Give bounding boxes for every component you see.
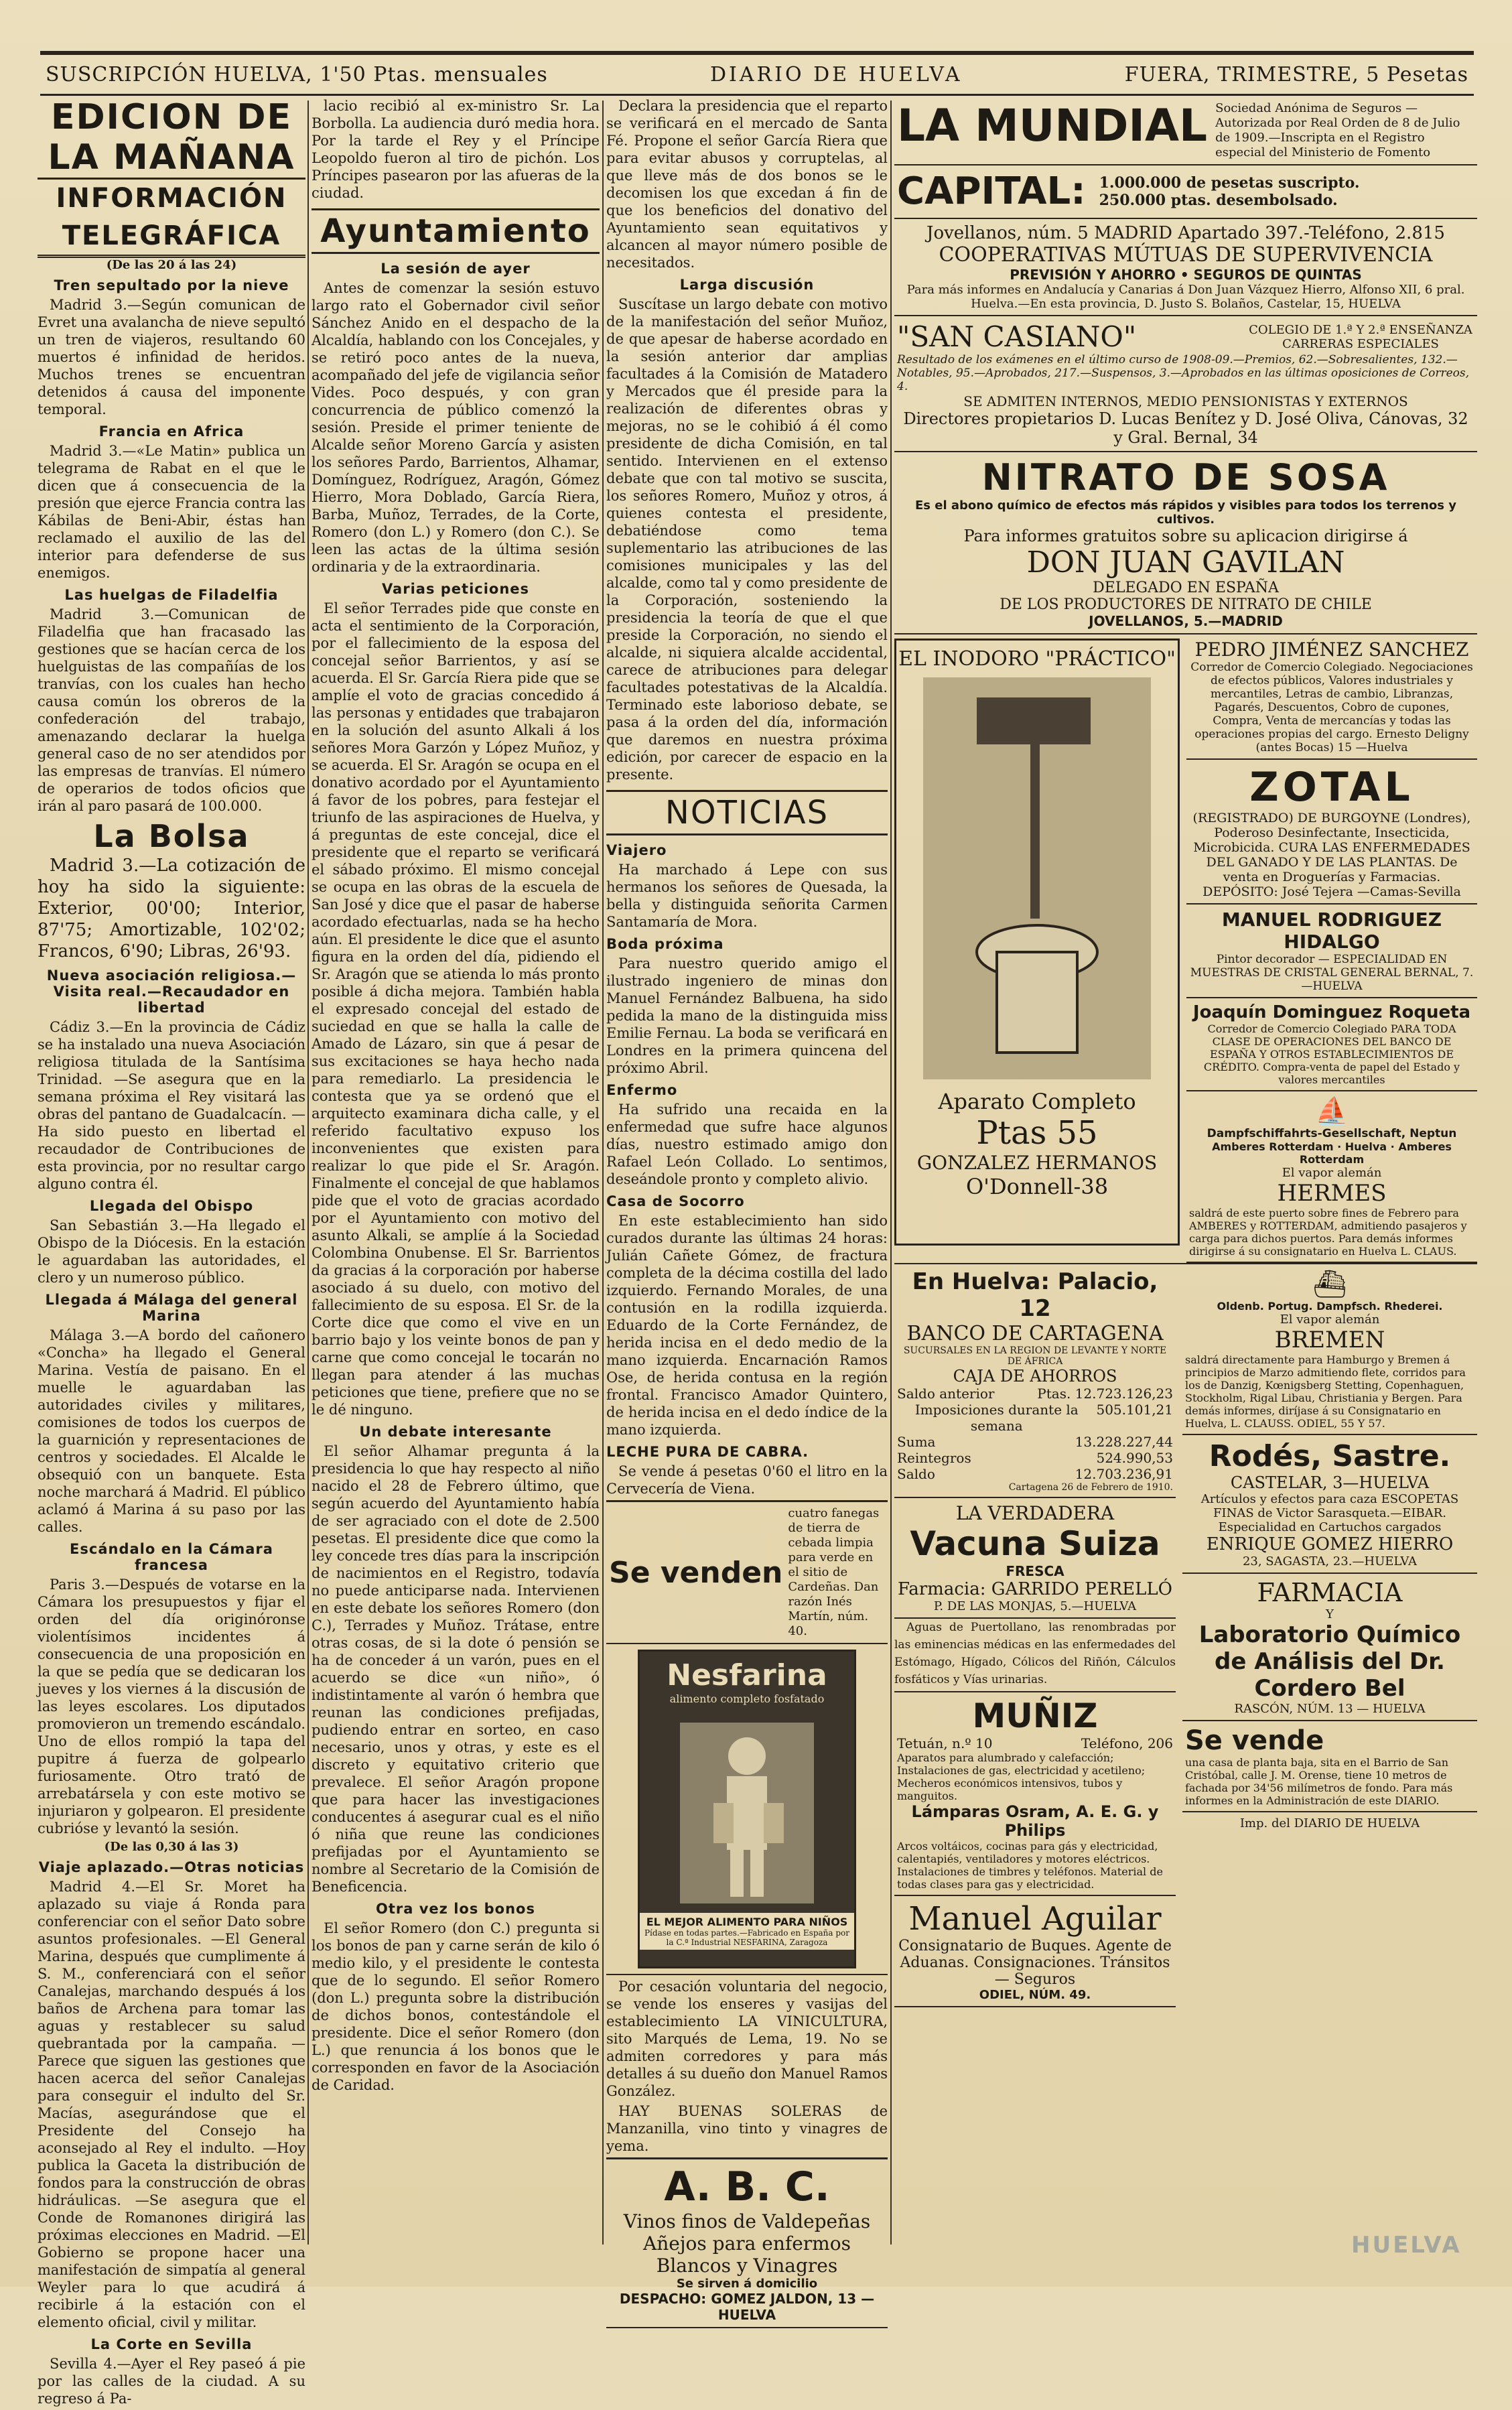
ad-line: DE LOS PRODUCTORES DE NITRATO DE CHILE [1000, 596, 1372, 613]
balance-row: Suma 13.228.227,44 [897, 1434, 1173, 1450]
article-body: Cádiz 3.—En la provincia de Cádiz se ha instalado una nueva Asociación religiosa titulada de la Santísima Trinidad. —Se asegura que en la semana próxima el Rey visitará las obras del pantano de Guadalcacín. —Ha sido puesto en libertad el recaudador de Contribuciones de esta provincia, por no resultar cargo alguno contra él. [38, 1019, 305, 1192]
ad-subtitle: alimento completo fosfatado [669, 1692, 825, 1705]
article-heading: La Corte en Sevilla [90, 2336, 253, 2352]
ad-line: GONZALEZ HERMANOS [916, 1152, 1158, 1174]
ad-hermes [1186, 1091, 1477, 1263]
ad-line: FRESCA [1006, 1563, 1064, 1579]
printer-credit: Imp. del DIARIO DE HUELVA [1239, 1816, 1420, 1830]
column-4-advertisements [894, 97, 1477, 2275]
article-body: Para nuestro querido amigo el ilustrado ingeniero de minas don Manuel Fernández Balbuena, ha sido pedida la mano de la distinguida miss Emilie Fernau. La boda se verificará en Londres en la primera quincena del próximo Abril. [606, 955, 888, 1076]
ad-name: ENRIQUE GOMEZ HIERRO [1206, 1534, 1454, 1554]
ad-row-lower [894, 1264, 1477, 2007]
ad-text: Corredor de Comercio Colegiado. Negociaciones de efectos públicos, Valores industriales y mercantiles, Letras de cambio, Libranzas, Pagarés, Descuentos, Cobro de cupones, Compra, Venta de mercancías y todas las operaciones propias del cargo. Ernesto Deligny (antes Bocas) 15 —Huelva [1190, 661, 1473, 754]
ad-title: ZOTAL [1249, 764, 1414, 811]
article-body: Málaga 3.—A bordo del cañonero «Concha» ha llegado el General Marina. Vestía de paisano. En el muelle le aguardaban las autoridades civiles y militares, comisiones de todos los cuerpos de la guarnición y representaciones de centros y sociedades. El Alcalde le obsequió con un banquete. Esta noche marchará á Madrid. El público aclamó á Marina á su paso por las calles. [38, 1327, 305, 1535]
ad-line: SE ADMITEN INTERNOS, MEDIO PENSIONISTAS Y EXTERNOS [963, 393, 1408, 409]
article-body: San Sebastián 3.—Ha llegado el Obispo de la Diócesis. En la estación le aguardaban las autoridades, el clero y un numeroso público. [38, 1217, 305, 1286]
article-heading: Larga discusión [679, 277, 815, 293]
ad-line: Directores propietarios D. Lucas Benítez y D. José Oliva, Cánovas, 32 y Gral. Bernal, 34 [903, 409, 1468, 447]
ad-bremen [1182, 1264, 1477, 1435]
ad-address: P. DE LAS MONJAS, 5.—HUELVA [933, 1599, 1137, 1613]
ad-title: EL INODORO "PRÁCTICO" [898, 647, 1176, 671]
ad-title: Joaquín Dominguez Roqueta [1192, 1002, 1471, 1022]
ad-address: ODIEL, NÚM. 49. [979, 1988, 1091, 2002]
ad-text: saldrá directamente para Hamburgo y Bremen á principios de Marzo admitiendo flete, corridos para los de Danzig, Kœnigsberg Stetting, Copenhaguen, Stockholm, Rigal Libau, Christiania y Bergen. Para demás informes, diríjase á su Consignatario en Huelva, L. CLAUSS. ODIEL, 55 Y 57. [1185, 1353, 1466, 1430]
toilet-illustration [916, 671, 1158, 1086]
article-body: Paris 3.—Después de votarse en la Cámara los presupuestos y fijar el orden del día originóronse violentísimos incidentes á consecuencia de una proposición en la que se pedía que se dedicaran los jueves y los viernes á la discusión de las leyes escolares. Los diputados promovieron un tremendo escándalo. Uno de ellos rompió la tapa del pupitre á fuerza de golpearlo furiosamente. Otro trató de arrebatársela y con este motivo se injuriaron y golpearon. El presidente cubrióse y levantó la sesión. [38, 1577, 305, 1836]
child-illustration [667, 1709, 827, 1910]
ad-company: Dampfschiffahrts-Gesellschaft, Neptun [1207, 1127, 1457, 1140]
article-heading: Escándalo en la Cámara francesa [70, 1541, 273, 1573]
bolsa-body: Madrid 3.—La cotización de hoy ha sido la siguiente: Exterior, 00'00; Interior, 87'75; Amortizable, 102'02; Francos, 6'90; Libras, 26'93. [38, 856, 305, 961]
ad-line: Blancos y Vinagres [656, 2255, 838, 2277]
ad-se-vende [1182, 1721, 1477, 1812]
column-rule [307, 101, 309, 2245]
ad-nesfarina [638, 1650, 856, 1968]
ad-title: MANUEL RODRIGUEZ HIDALGO [1221, 909, 1442, 953]
ad-footer: EL MEJOR ALIMENTO PARA NIÑOS [646, 1916, 848, 1928]
ad-vacuna-suiza [894, 1498, 1176, 1619]
article-body: Se vende á pesetas 0'60 el litro en la Cervecería de Viena. [606, 1463, 888, 1497]
article-body: Ha marchado á Lepe con sus hermanos los señores de Quesada, la bella y distinguida señorita Carmen Santamaría de Mora. [606, 862, 888, 930]
article-body: El señor Terrades pide que conste en acta el sentimiento de la Corporación, por el fallecimiento de la esposa del concejal señor Barrientos, y así se acuerda. El Sr. García Riera pide que se amplíe el voto de gracias concedido á las personas y entidades que trabajaron en la solución del asunto Alkali á los señores Mora Garzón y López Muñoz, y se acuerda. El Sr. Aragón se ocupa en el donativo acordado por el Ayuntamiento á favor de los pobres, para festejar el triunfo de las aspiraciones de Huelva, y á preguntas de este concejal, dice el presidente que el reparto se verificará el sábado próximo. El mismo concejal se ocupa en las obras de la escuela de San José y dice que el pasar de haberse acordado efectuarlas, nada se ha hecho aún. El presidente le dice que el asunto figura en la orden del día, pidiendo el Sr. Aragón que se atienda lo más pronto posible á dicha mejora. También habla el expresado concejal del estado de suciedad en que se halla la calle de Amado de Lázaro, sin que á pesar de sus excitaciones se haya hecho nada para remediarlo. La presidencia le contesta que ya se ordenó que el arquitecto examinara dicha calle, y el referido facultativo expuso los inconvenientes que existen para realizar lo que pide el Sr. Aragón. Finalmente el concejal de que hablamos pide que el voto de gracias acordado por el Ayuntamiento con motivo del asunto Alkali, se amplíe á la Sociedad Colombina Onubense. El Sr. Barrientos da gracias á la corporación por haberse asociado á su duelo, con motivo del fallecimiento de su esposa. El Sr. de la Corte dice que como el vive en un barrio bajo y los veinte bonos de pan y carne que como concejal le tocarán no llegan para atender á las muchas peticiones que tiene, prefiere que no se le dé ninguno. [312, 600, 600, 1418]
ad-line: LA VERDADERA [955, 1502, 1115, 1524]
ad-date: Cartagena 26 de Febrero de 1910. [1008, 1482, 1173, 1493]
section-heading: INFORMACIÓN TELEGRÁFICA [38, 180, 305, 258]
ad-manuel-rodriguez [1186, 905, 1477, 998]
edition-heading: EDICION DE LA MAÑANA [38, 97, 305, 180]
bolsa-heading: La Bolsa [93, 818, 250, 854]
ad-title: Vacuna Suiza [910, 1524, 1160, 1563]
ad-row-inodoro [894, 634, 1477, 1264]
ad-subtitle: Laboratorio Químico de Análisis del Dr. Cordero Bel [1198, 1621, 1461, 1702]
ad-text: Sociedad Anónima de Seguros — Autorizada por Real Orden de 8 de Julio de 1909.—Inscripta en el Registro especial del Ministerio de Fomento [1215, 101, 1460, 159]
ad-title: Nesfarina [667, 1658, 827, 1692]
article-heading: Enfermo [606, 1082, 678, 1098]
ad-subtitle: SUCURSALES EN LA REGION DE LEVANTE Y NORTE DE ÁFRICA [903, 1345, 1167, 1367]
balance-row: Imposiciones durante la semana 505.101,21 [914, 1402, 1173, 1434]
article-body: En este establecimiento han sido curados durante las últimas 24 horas: Julián Cañete Gómez, de fractura completa de la décima costilla del lado izquierdo. Fernando Morales, de una contusión en la rodilla izquierda. Eduardo de la Corte Fernández, de herida incisa en el dedo medio de la mano izquierda. Encarnación Ramos Ose, de herida contusa en la región frontal. Francisco Amador Quintero, de herida incisa en el dedo índice de la mano izquierda. [606, 1213, 888, 1438]
article-body: Madrid 4.—El Sr. Moret ha aplazado su viaje á Ronda para conferenciar con el señor Dato sobre asuntos profesionales. —El General Marina, después que cumplimente á S. M., conferenciará con el señor Canalejas, marchando después á los baños de Archena para tomar las aguas y restablecer su salud quebrantada por la campaña. —Parece que siguen las gestiones que hacen acerca del señor Canalejas para conseguir el indulto del Sr. Macías, asegurándose que el Presidente del Consejo ha aconsejado al Rey el indulto. —Hoy publica la Gaceta la distribución de fondos para la construcción de obras hidráulicas. —Se asegura que el Conde de Romanones dirigirá las próximas elecciones en Madrid. —El Gobierno se propone hacer una manifestación de simpatía al general Weyler para lo que acudirá á recibirle á la estación con el elemento oficial, civil y militar. [38, 1879, 305, 2330]
ad-abc [606, 2157, 888, 2328]
article-body: Ha sufrido una recaida en la enfermedad que sufre hace algunos días, nuestro estimado amigo don Rafael León Collado. Lo sentimos, deseándole pronto y completo alivio. [606, 1101, 888, 1187]
ad-title: BANCO DE CARTAGENA [906, 1322, 1164, 1345]
ad-title: LA MUNDIAL [897, 100, 1208, 151]
capital-subscribed: 1.000.000 de pesetas suscripto. [1099, 174, 1360, 192]
ad-subtitle: Es el abono químico de efectos más rápidos y visibles para todos los terrenos y cultivos. [914, 498, 1457, 527]
ad-address: 23, SAGASTA, 23.—HUELVA [1242, 1554, 1418, 1568]
article-heading: Varias peticiones [381, 581, 530, 597]
archive-watermark: HUELVA [1351, 2232, 1462, 2259]
ad-line: CAJA DE AHORROS [953, 1367, 1117, 1386]
article-heading: LECHE PURA DE CABRA. [606, 1444, 809, 1460]
article-heading: Las huelgas de Filadelfia [64, 587, 279, 603]
column-3 [606, 97, 888, 2323]
article-heading: Nueva asociación religiosa.—Visita real.—Recaudador en libertad [46, 967, 297, 1016]
ad-inodoro [894, 639, 1180, 1246]
article-body: El señor Alhamar pregunta á la presidencia lo que hay respecto al niño nacido el 28 de Febrero último, que según acuerdo del Ayuntamiento había de ser agraciado con el dote de 2.500 pesetas. El presidente dice que como la ley concede tres días para la inscripción de nacimientos en el Registro, todavía no puede anticiparse nada. Intervienen en este debate los señores Romero (don C.), Terrades y Muñoz. Trátase, entre otras cosas, de si la dote ó pensión se ha de conceder á un varón, pues en el acuerdo se dice «un niño», ó indistintamente al varón ó hembra que reunan las condiciones prefijadas, pudiendo entrar en sorteo, en caso necesario, unos y otras, y este es el discreto y equitativo criterio que prevalece. El señor Aragón propone que para hacer las investigaciones conducentes á asegurar cual es el niño ó niña que reune las condiciones prefijadas por el Ayuntamiento se nombre al Secretario de la Comisión de Beneficencia. [312, 1443, 600, 1895]
ad-subtitle: COLEGIO DE 1.ª Y 2.ª ENSEÑANZA CARRERAS ESPECIALES [1249, 322, 1472, 351]
ad-title: Rodés, Sastre. [1209, 1439, 1451, 1473]
ad-text: (REGISTRADO) DE BURGOYNE (Londres), Poderoso Desinfectante, Insecticida, Microbicida. CURA LAS ENFERMEDADES DEL GANADO Y DE LAS PLANTAS. De venta en Droguerías y Farmacias. DEPÓSITO: José Tejera —Camas-Sevilla [1192, 811, 1471, 899]
ad-se-venden [606, 1500, 888, 1644]
ad-muniz [894, 1691, 1176, 1896]
ad-text: Arcos voltáicos, cocinas para gás y electricidad, calentapiés, ventiladores y motores eléctricos. Instalaciones de timbres y teléfonos. Material de todas clases para gas y electricidad. [897, 1840, 1163, 1891]
ad-title: Se vende [1185, 1725, 1324, 1756]
ad-text: Artículos y efectos para caza ESCOPETAS FINAS de Victor Sarasqueta.—EIBAR. Especialidad en Cartuchos cargados [1200, 1492, 1459, 1534]
article-body: Suscítase un largo debate con motivo de la manifestación del señor Muñoz, de que apesar de haberse acordado en la sesión anterior dar amplias facultades á la Comisión de Matadero y Mercados que él preside para la realización de diferentes obras y mejoras, no se le cohibió á él como presidente de dicha Comisión, en tal sentido. Intervienen en el extenso debate que con tal motivo se suscita, los señores Romero, Muñoz y otros, á quienes contesta el presidente, debatiéndose como tema suplementario las atribuciones de las comisiones municipales y las del alcalde, como tal y como presidente de la Corporación, sosteniendo la presidencia la teoría de que el que preside la Corporación, no siendo el alcalde, ni siquiera alcalde accidental, carece de atribuciones para delegar facultades potestativas de la Alcaldía. Terminado este laborioso debate, se pasa á la orden del día, información que daremos en nuestra próxima edición, por carecer de espacio en la presente. [606, 296, 888, 783]
ad-line: Farmacia: GARRIDO PERELLÓ [897, 1579, 1173, 1599]
ad-la-mundial [894, 97, 1477, 165]
ad-farmacia [1182, 1574, 1477, 1721]
subscription-outside: FUERA, TRIMESTRE, 5 Pesetas [1124, 62, 1468, 86]
balance-row: Reintegros 524.990,53 [897, 1450, 1173, 1466]
ad-line: Vinos finos de Valdepeñas [623, 2210, 871, 2232]
ad-line: El vapor alemán [1280, 1313, 1380, 1327]
ad-text: Resultado de los exámenes en el último curso de 1908-09.—Premios, 62.—Sobresalientes, 132.—Notables, 95.—Aprobados, 217.—Suspensos, 3.—Aprobados en las últimas oposiciones de Correos, 4. [897, 353, 1470, 393]
newspaper-title: DIARIO DE HUELVA [709, 62, 963, 86]
ad-title: NITRATO DE SOSA [981, 456, 1390, 498]
subscription-local: SUSCRIPCIÓN HUELVA, 1'50 Ptas. mensuales [46, 62, 548, 86]
ad-line: El vapor alemán [1282, 1166, 1382, 1180]
ad-line: Añejos para enfermos [643, 2232, 851, 2255]
ad-title: COOPERATIVAS MÚTUAS DE SUPERVIVENCIA [939, 243, 1433, 267]
ad-san-casiano [894, 316, 1477, 452]
ad-line: Aparato Completo [938, 1089, 1136, 1114]
ad-title: A. B. C. [664, 2163, 830, 2210]
ship-icon: ⛴ [1312, 1269, 1347, 1300]
ad-joaquin-dominguez [1186, 998, 1477, 1091]
ad-vinicultura: Por cesación voluntaria del negocio, se vende los enseres y vasijas del establecimiento LA VINICULTURA, sito Marqués de Lema, 19. No se admiten corredores y para más detalles á su dueño don Manuel Ramos González. [606, 1974, 888, 2100]
ad-name: DON JUAN GAVILAN [1026, 545, 1345, 580]
ad-line: Y [1326, 1607, 1334, 1621]
article-heading: La sesión de ayer [381, 261, 531, 277]
ad-address: CASTELAR, 3—HUELVA [1230, 1473, 1430, 1492]
ad-cooperativas [894, 219, 1477, 316]
article-body: Sevilla 4.—Ayer el Rey paseó á pie por las calles de la ciudad. A su regreso á Pa- [38, 2356, 305, 2407]
article-heading: Llegada á Málaga del general Marina [45, 1292, 298, 1324]
column-rule [890, 101, 892, 2245]
balance-row: Saldo 12.703.236,91 [897, 1466, 1173, 1482]
ad-capital [894, 165, 1477, 219]
ad-address: Tetuán, n.º 10 [897, 1735, 993, 1751]
capital-paid: 250.000 ptas. desembolsado. [1099, 192, 1338, 209]
column-1 [38, 97, 305, 2410]
article-heading: Viaje aplazado.—Otras noticias [38, 1859, 305, 1875]
ad-text: Para informes gratuitos sobre su aplicacion dirigirse á [963, 527, 1408, 545]
ad-text: Corredor de Comercio Colegiado PARA TODA CLASE DE OPERACIONES DEL BANCO DE ESPAÑA Y OTROS ESTABLECIMIENTOS DE CRÉDITO. Compra-venta de papel del Estado y valores mercantiles [1203, 1022, 1460, 1086]
article-heading: Tren sepultado por la nieve [54, 277, 289, 293]
ad-location: En Huelva: Palacio, 12 [912, 1268, 1158, 1322]
ad-line: Se sirven á domicilio [676, 2277, 818, 2291]
ad-pedro-jimenez [1186, 634, 1477, 760]
article-body: Madrid 3.—«Le Matin» publica un telegrama de Rabat en el que le dicen que á consecuencia de la presión que ejerce Francia contra las Kábilas de Beni-Abir, éstas han reclamado el auxilio de las del interior para defenderse de sus enemigos. [38, 443, 305, 581]
article-heading: Boda próxima [606, 936, 724, 952]
ad-text: Para más informes en Andalucía y Canarias á Don Juan Vázquez Hierro, Alfonso XII, 6 pral. Huelva.—En esta provincia, D. Justo S. Bolaños, Castelar, 15, HUELVA [906, 283, 1465, 311]
ad-ship-name: BREMEN [1274, 1327, 1385, 1353]
ad-title: Se venden [609, 1555, 783, 1590]
ad-line: Lámparas Osram, A. E. G. y Philips [911, 1802, 1159, 1840]
masthead [40, 51, 1474, 96]
ad-line: DELEGADO EN ESPAÑA [1093, 580, 1279, 596]
ad-manuel-aguilar [894, 1896, 1176, 2007]
ad-text: Consignatario de Buques. Agente de Aduanas. Consignaciones. Tránsitos — Seguros [898, 1938, 1172, 1988]
ad-route: Amberes Rotterdam · Huelva · Amberes Rotterdam [1212, 1140, 1452, 1166]
ad-title: MUÑIZ [972, 1696, 1098, 1735]
article-heading: Llegada del Obispo [89, 1198, 254, 1214]
ad-text: cuatro fanegas de tierra de cebada limpia para verde en el sitio de Cardeñas. Dan razón Inés Martín, núm. 40. [788, 1506, 880, 1638]
column-rule [602, 101, 604, 2245]
capital-label: CAPITAL: [897, 170, 1086, 213]
ad-soleras: HAY BUENAS SOLERAS de Manzanilla, vino tinto y vinagres de yema. [606, 2103, 888, 2154]
ad-zotal [1186, 760, 1477, 905]
ad-title: PEDRO JIMÉNEZ SANCHEZ [1194, 639, 1469, 661]
ad-address: RASCÓN, NÚM. 13 — HUELVA [1234, 1702, 1426, 1716]
ad-phone: Teléfono, 206 [1081, 1735, 1173, 1751]
ad-price: Ptas 55 [976, 1114, 1098, 1152]
ayuntamiento-heading: Ayuntamiento [312, 208, 600, 254]
ad-title: FARMACIA [1257, 1578, 1403, 1607]
article-body: Antes de comenzar la sesión estuvo largo rato el Gobernador civil señor Sánchez Anido en el despacho de la Alcaldía, hablando con los Concejales, y se retiró poco antes de la nueva, acompañado del jefe de vigilancia señor Vides. Poco después, y con gran concurrencia de público comenzó la sesión. Preside el primer teniente de Alcalde señor Moreno García y asisten los señores Pardo, Barrientos, Alhamar, Domínguez, Rodríguez, Aragón, Gómez Hierro, Mora Doblado, García Riera, Barba, Muñoz, Terrades, de la Corte, Romero (don L.) y Romero (don C.). Se leen las actas de la última sesión ordinaria y de la extraordinaria. [312, 280, 600, 575]
time-range: (De las 20 á las 24) [106, 258, 237, 272]
ad-footer-text: Pídase en todas partes.—Fabricado en España por la C.ª Industrial NESFARINA, Zaragoza [644, 1928, 850, 1947]
ad-line: JOVELLANOS, 5.—MADRID [1089, 613, 1283, 629]
ad-address: DESPACHO: GOMEZ JALDON, 13 — HUELVA [619, 2291, 875, 2323]
ad-aguas: Aguas de Puertollano, las renombradas por las eminencias médicas en las enfermedades del Estómago, Hígado, Cólicos del Riñón, Cálculos fosfáticos y Vías urinarias. [894, 1621, 1176, 1686]
ad-rodes [1182, 1435, 1477, 1574]
article-heading: Otra vez los bonos [376, 1901, 535, 1917]
ad-company: Oldenb. Portug. Dampfsch. Rhederei. [1217, 1300, 1443, 1313]
ship-icon: ⛵ [1315, 1096, 1349, 1127]
ad-banco-cartagena [894, 1264, 1176, 1498]
article-body: Declara la presidencia que el reparto se verificará en el mercado de Santa Fé. Propone el señor García Riera que para evitar abusos y corruptelas, al que lleve más de dos bonos se le decomisen los que excedan á fin de que los beneficios del donativo del Ayuntamiento sean equitativos y alcancen al mayor número posible de necesitados. [606, 98, 888, 271]
article-heading: Un debate interesante [359, 1424, 552, 1440]
ad-text: Aparatos para alumbrado y calefacción; Instalaciones de gas, electricidad y acetileno; Mecheros económicos intensivos, tubos y manguitos. [897, 1751, 1146, 1802]
ad-title: Manuel Aguilar [908, 1900, 1162, 1938]
balance-row: Saldo anterior Ptas. 12.723.126,23 [897, 1386, 1173, 1402]
ad-text: una casa de planta baja, sita en el Barrio de San Cristóbal, calle J. M. Orense, tiene 10 metros de fachada por 34'56 milímetros de fondo. Para más informes en la Administración de este DIARIO. [1185, 1756, 1453, 1807]
ad-ship-name: HERMES [1277, 1180, 1387, 1207]
ad-text: Pintor decorador — ESPECIALIDAD EN MUESTRAS DE CRISTAL GENERAL BERNAL, 7.—HUELVA [1190, 953, 1474, 993]
column-2 [312, 97, 600, 2275]
time-range: (De las 0,30 á las 3) [104, 1840, 239, 1854]
ad-nitrato [894, 452, 1477, 634]
article-heading: Francia en Africa [98, 423, 245, 440]
ad-text: saldrá de este puerto sobre fines de Febrero para AMBERES y ROTTERDAM, admitiendo pasajeros y carga para dichos puertos. Para demás informes dirigirse á su consignatario en Huelva L. CLAUS. [1189, 1207, 1467, 1258]
article-body: lacio recibió al ex-ministro Sr. La Borbolla. La audiencia duró media hora. Por la tarde el Rey y el Príncipe Leopoldo fueron al tiro de pichón. Los Príncipes pasearon por las afueras de la ciudad. [312, 98, 600, 201]
ad-title: "SAN CASIANO" [897, 320, 1137, 353]
article-heading: Viajero [606, 842, 667, 858]
ad-subtitle: PREVISIÓN Y AHORRO • SEGUROS DE QUINTAS [1010, 267, 1362, 283]
article-heading: Casa de Socorro [606, 1193, 745, 1209]
article-body: El señor Romero (don C.) pregunta si los bonos de pan y carne serán de kilo ó medio kilo, y el presidente le contesta que de lo segundo. El señor Romero (don L.) pregunta sobre la distribución de dichos bonos, contestándole el presidente. Dice el señor Romero (don L.) que renuncia á los bonos que le corresponden en favor de la Asociación de Caridad. [312, 1920, 600, 2093]
article-body: Madrid 3.—Comunican de Filadelfia que han fracasado las gestiones que se hacían cerca de los huelguistas de las compañías de los tranvías, con los cuales han hecho causa común los obreros de la confederación del trabajo, amenazando declarar la huelga general caso de no ser atendidos por las empresas de tranvías. El número de operarios de todos oficios que irán al paro pasará de 100.000. [38, 606, 305, 814]
ad-address: O'Donnell-38 [965, 1174, 1109, 1199]
noticias-heading: NOTICIAS [606, 790, 888, 835]
article-body: Madrid 3.—Según comunican de Evret una avalancha de nieve sepultó un tren de viajeros, resultando 60 muertos é infinidad de heridos. Muchos trenes se encuentran detenidos á causa del imponente temporal. [38, 297, 305, 417]
ad-address: Jovellanos, núm. 5 MADRID Apartado 397.-Teléfono, 2.815 [926, 223, 1445, 243]
